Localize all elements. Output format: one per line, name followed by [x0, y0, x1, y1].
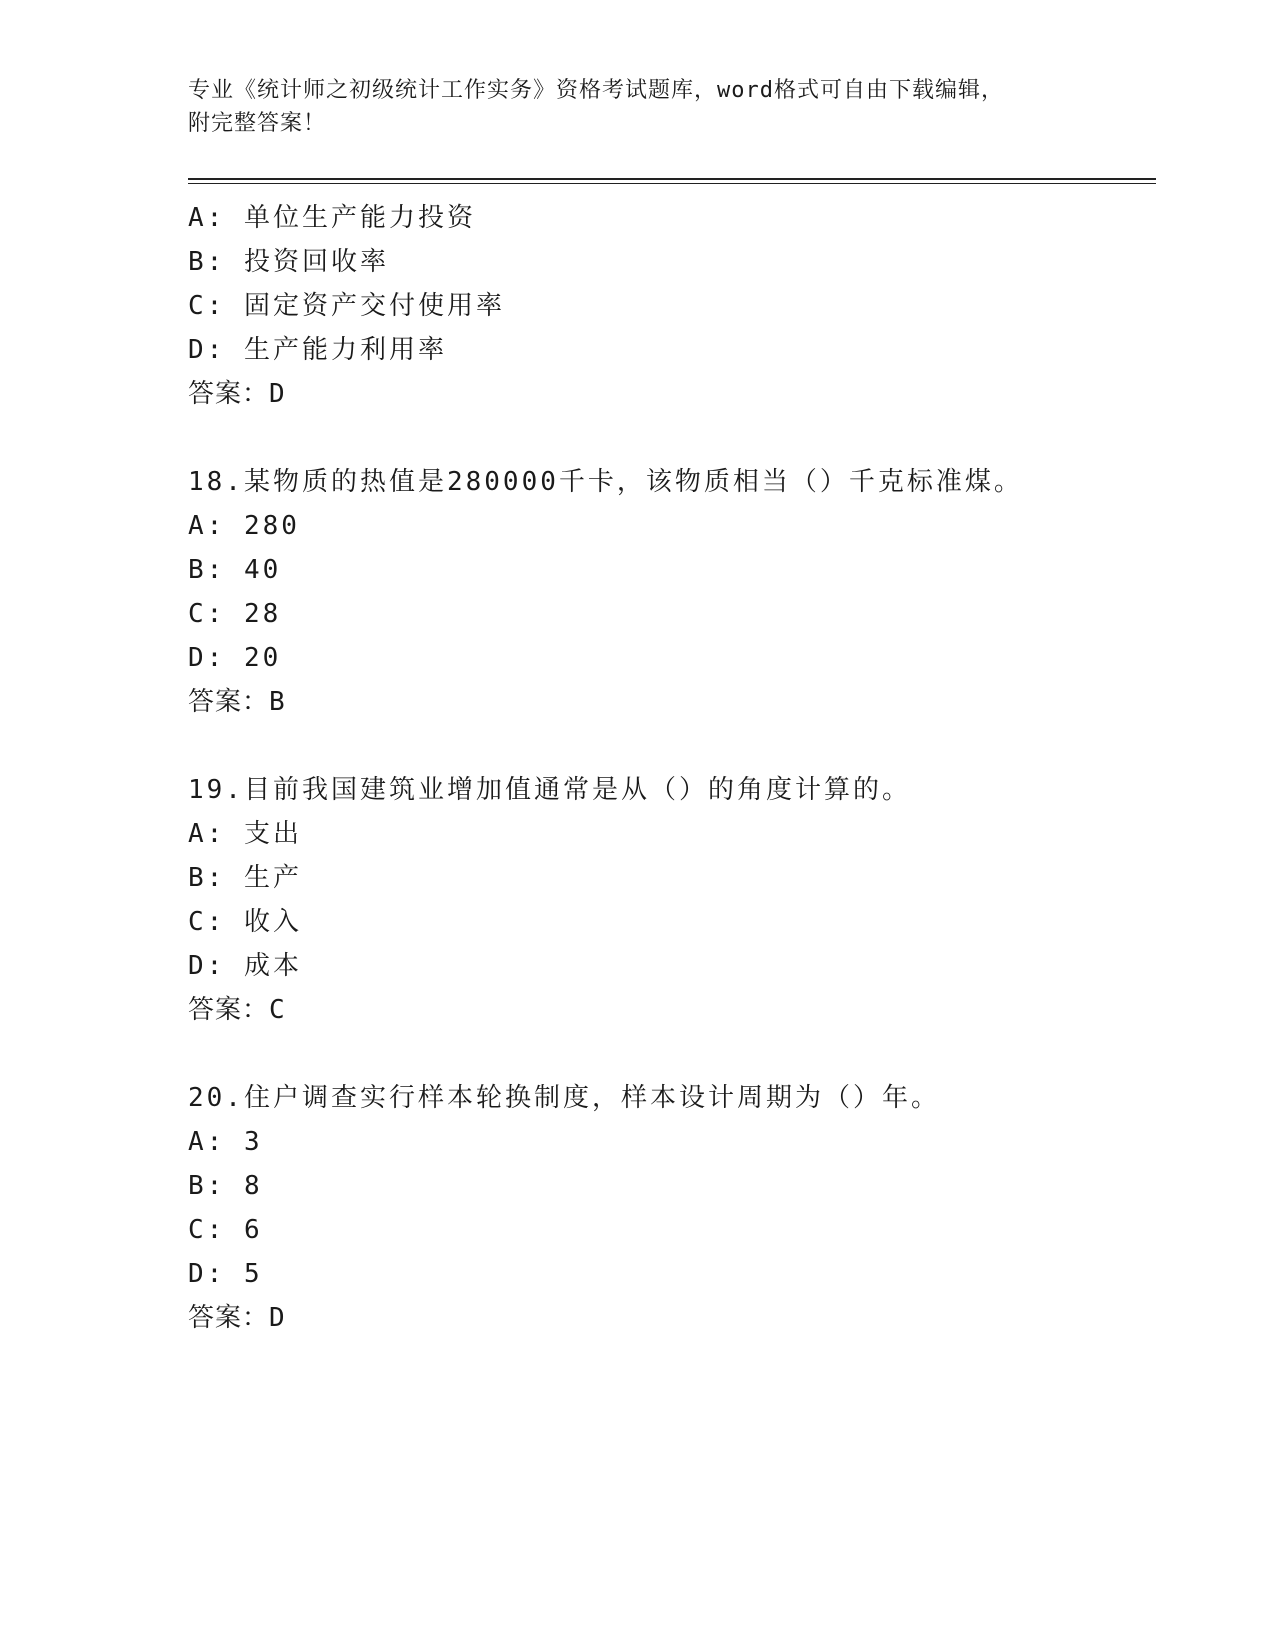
q19-option-b: B: 生产	[188, 863, 302, 893]
q19-answer: 答案：C	[188, 995, 286, 1025]
q19-option-d: D: 成本	[188, 951, 302, 981]
q19-option-c: C: 收入	[188, 907, 302, 937]
q17-answer: 答案：D	[188, 379, 286, 409]
q18-answer: 答案：B	[188, 687, 286, 717]
q20-answer: 答案：D	[188, 1303, 286, 1333]
q20-option-d: D: 5	[188, 1259, 263, 1289]
q17-option-c: C: 固定资产交付使用率	[188, 291, 505, 321]
q20-option-b: B: 8	[188, 1171, 263, 1201]
q18-option-d: D: 20	[188, 643, 282, 673]
q20-option-c: C: 6	[188, 1215, 263, 1245]
header-divider-thick	[188, 178, 1156, 180]
q18-option-c: C: 28	[188, 599, 282, 629]
header-line-2: 附完整答案！	[188, 111, 327, 136]
q19-option-a: A: 支出	[188, 819, 302, 849]
q18-option-a: A: 280	[188, 511, 300, 541]
q17-option-a: A: 单位生产能力投资	[188, 203, 476, 233]
q20-option-a: A: 3	[188, 1127, 263, 1157]
q17-option-d: D: 生产能力利用率	[188, 335, 447, 365]
q18-option-b: B: 40	[188, 555, 282, 585]
q19-question: 19.目前我国建筑业增加值通常是从（）的角度计算的。	[188, 775, 911, 805]
q20-question: 20.住户调查实行样本轮换制度，样本设计周期为（）年。	[188, 1083, 940, 1113]
q17-option-b: B: 投资回收率	[188, 247, 389, 277]
header-line-1: 专业《统计师之初级统计工作实务》资格考试题库，word格式可自由下载编辑，	[188, 78, 1004, 103]
header-divider-thin	[188, 183, 1156, 184]
q18-question: 18.某物质的热值是280000千卡，该物质相当（）千克标准煤。	[188, 467, 1023, 497]
document-header	[188, 74, 1108, 140]
